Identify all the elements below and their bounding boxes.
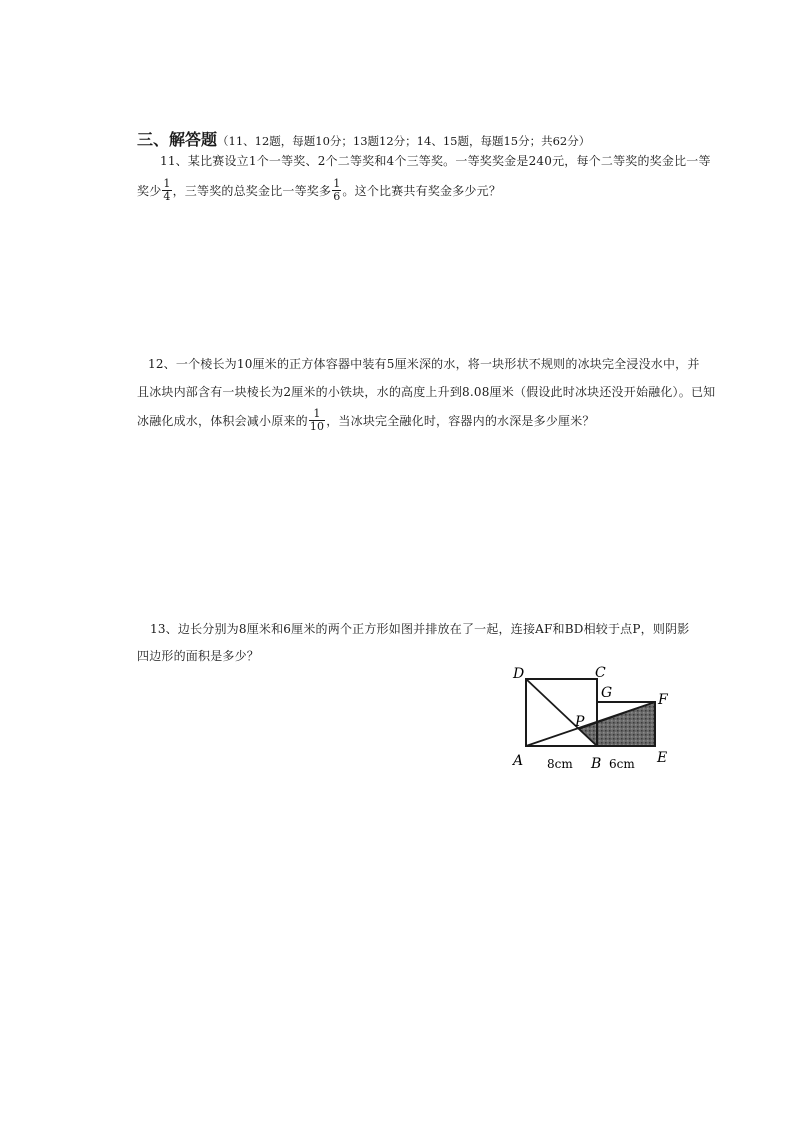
label-g: G: [601, 685, 613, 701]
label-b: B: [591, 756, 602, 772]
q11-fraction-1-numerator: 1: [163, 177, 171, 190]
q12-line-1: 12、一个棱长为10厘米的正方体容器中装有5厘米深的水，将一块形状不规则的冰块完全浸没水中，并: [148, 357, 700, 371]
q11-fraction-2-numerator: 1: [333, 177, 341, 190]
q11-fraction-2: [332, 178, 341, 203]
label-c: C: [595, 665, 606, 681]
q12-text-b: ，当冰块完全融化时，容器内的水深是多少厘米？: [326, 414, 595, 428]
squares-figure: [505, 662, 690, 777]
label-f: F: [658, 692, 668, 708]
segment-bd: [526, 679, 597, 746]
q11-line-1: 11、某比赛设立1个一等奖、2个二等奖和4个三等奖。一等奖奖金是240元，每个二等奖的奖金比一等: [160, 154, 711, 168]
q12-fraction: [309, 408, 325, 433]
q12-line-3: [137, 408, 595, 433]
q12-text-a: 冰融化成水，体积会减小原来的: [137, 414, 308, 428]
section-scoring-note: （11、12题，每题10分；13题12分；14、15题，每题15分；共62分）: [217, 134, 591, 148]
label-e: E: [657, 750, 668, 766]
label-d: D: [513, 666, 525, 682]
dimension-right: 6cm: [609, 757, 635, 771]
q11-fraction-1-denominator: 4: [163, 190, 171, 203]
label-p: P: [575, 714, 585, 730]
q11-fraction-1: [162, 178, 171, 203]
q11-text-b: ，三等奖的总奖金比一等奖多: [172, 184, 332, 198]
q11-text-c: 。这个比赛共有奖金多少元？: [342, 184, 502, 198]
section-heading: 三、解答题: [137, 130, 218, 149]
q12-line-2: 且冰块内部含有一块棱长为2厘米的小铁块，水的高度上升到8.08厘米（假设此时冰块还没开始融化）。已知: [137, 385, 716, 399]
dimension-left: 8cm: [547, 757, 573, 771]
section-title: [137, 127, 590, 150]
q12-fraction-numerator: 1: [309, 408, 325, 421]
q13-line-1: 13、边长分别为8厘米和6厘米的两个正方形如图并排放在了一起，连接AF和BD相较于点P，则阴影: [150, 622, 690, 636]
q11-text-a: 奖少: [137, 184, 162, 198]
q11-line-2: [137, 178, 501, 203]
q13-line-2: 四边形的面积是多少？: [137, 649, 260, 663]
q11-fraction-2-denominator: 6: [333, 190, 341, 203]
label-a: A: [513, 753, 524, 769]
q12-fraction-denominator: 10: [309, 420, 325, 433]
